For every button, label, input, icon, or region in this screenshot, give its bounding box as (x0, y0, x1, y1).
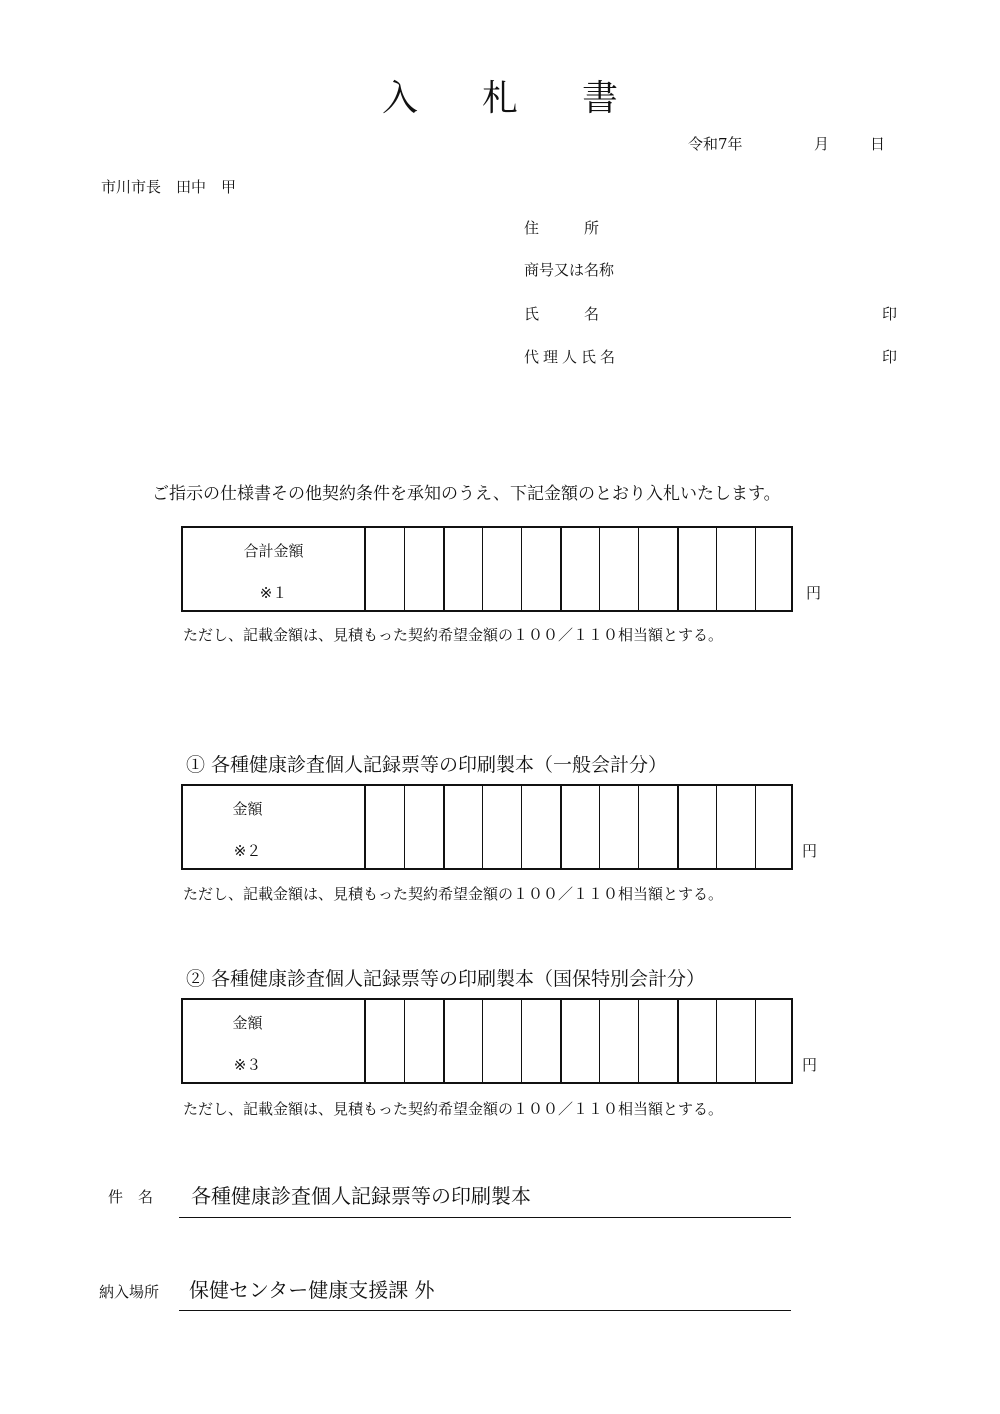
agent-seal: 印 (882, 348, 898, 366)
document-title (0, 70, 1000, 121)
subject-underline (179, 1217, 791, 1218)
section1-amount-box[interactable] (181, 784, 793, 870)
digit-cell[interactable] (560, 786, 599, 868)
digit-cell[interactable] (404, 1000, 443, 1082)
digit-cell[interactable] (677, 786, 716, 868)
section1-heading: ① 各種健康診査個人記録票等の印刷製本（一般会計分） (186, 754, 668, 776)
section2-heading: ② 各種健康診査個人記録票等の印刷製本（国保特別会計分） (186, 968, 706, 990)
title-char-2: 札 (481, 78, 518, 119)
digit-cell[interactable] (716, 1000, 755, 1082)
section1-label-cell (183, 786, 365, 868)
section2-amount-box[interactable] (181, 998, 793, 1084)
digit-cell[interactable] (716, 786, 755, 868)
total-amount-box[interactable] (181, 526, 793, 612)
digit-cell[interactable] (365, 528, 404, 610)
title-char-3: 書 (582, 78, 619, 119)
subject-label: 件 名 (108, 1188, 154, 1206)
digit-cell[interactable] (755, 786, 794, 868)
digit-cell[interactable] (638, 786, 677, 868)
addressee: 市川市長 田中 甲 (101, 178, 237, 196)
agent-label: 代理人氏名 (524, 348, 620, 366)
digit-cell[interactable] (599, 786, 638, 868)
digit-cell[interactable] (716, 528, 755, 610)
digit-cell[interactable] (560, 1000, 599, 1082)
digit-cell[interactable] (365, 786, 404, 868)
digit-cell[interactable] (638, 1000, 677, 1082)
digit-cell[interactable] (482, 786, 521, 868)
section2-mark: ※３ (233, 1056, 262, 1074)
address-label: 住 所 (524, 219, 600, 237)
intro-text: ご指示の仕様書その他契約条件を承知のうえ、下記金額のとおり入札いたします。 (152, 484, 781, 504)
digit-cell[interactable] (521, 528, 560, 610)
section2-yen: 円 (802, 1056, 818, 1074)
date-month: 月 (814, 135, 830, 153)
title-char-1: 入 (381, 78, 418, 119)
digit-cell[interactable] (365, 1000, 404, 1082)
section1-note: ただし、記載金額は、見積もった契約希望金額の１００／１１０相当額とする。 (183, 885, 724, 903)
digit-cell[interactable] (404, 786, 443, 868)
delivery-label: 納入場所 (99, 1283, 160, 1301)
total-mark: ※１ (259, 584, 288, 602)
name-label: 氏 名 (524, 305, 600, 323)
company-label: 商号又は名称 (524, 261, 615, 279)
date-era-year: 令和7年 (688, 135, 743, 153)
digit-cell[interactable] (677, 528, 716, 610)
digit-cell[interactable] (638, 528, 677, 610)
digit-cell[interactable] (443, 528, 482, 610)
digit-cell[interactable] (482, 1000, 521, 1082)
section2-label-cell (183, 1000, 365, 1082)
name-seal: 印 (882, 305, 898, 323)
digit-cell[interactable] (482, 528, 521, 610)
total-yen: 円 (806, 584, 822, 602)
delivery-underline (179, 1310, 791, 1311)
digit-cell[interactable] (755, 1000, 794, 1082)
section2-label: 金額 (232, 1014, 263, 1032)
digit-cell[interactable] (443, 786, 482, 868)
total-label: 合計金額 (243, 542, 304, 560)
date-day: 日 (870, 135, 886, 153)
digit-cell[interactable] (755, 528, 794, 610)
digit-cell[interactable] (443, 1000, 482, 1082)
digit-cell[interactable] (560, 528, 599, 610)
delivery-value: 保健センター健康支援課 外 (189, 1278, 435, 1302)
section1-label: 金額 (232, 800, 263, 818)
digit-cell[interactable] (599, 1000, 638, 1082)
section1-mark: ※２ (233, 842, 262, 860)
subject-value: 各種健康診査個人記録票等の印刷製本 (191, 1184, 531, 1208)
section1-yen: 円 (802, 842, 818, 860)
digit-cell[interactable] (521, 786, 560, 868)
total-note: ただし、記載金額は、見積もった契約希望金額の１００／１１０相当額とする。 (183, 626, 724, 644)
digit-cell[interactable] (521, 1000, 560, 1082)
digit-cell[interactable] (599, 528, 638, 610)
section2-note: ただし、記載金額は、見積もった契約希望金額の１００／１１０相当額とする。 (183, 1100, 724, 1118)
digit-cell[interactable] (404, 528, 443, 610)
digit-cell[interactable] (677, 1000, 716, 1082)
total-label-cell (183, 528, 365, 610)
